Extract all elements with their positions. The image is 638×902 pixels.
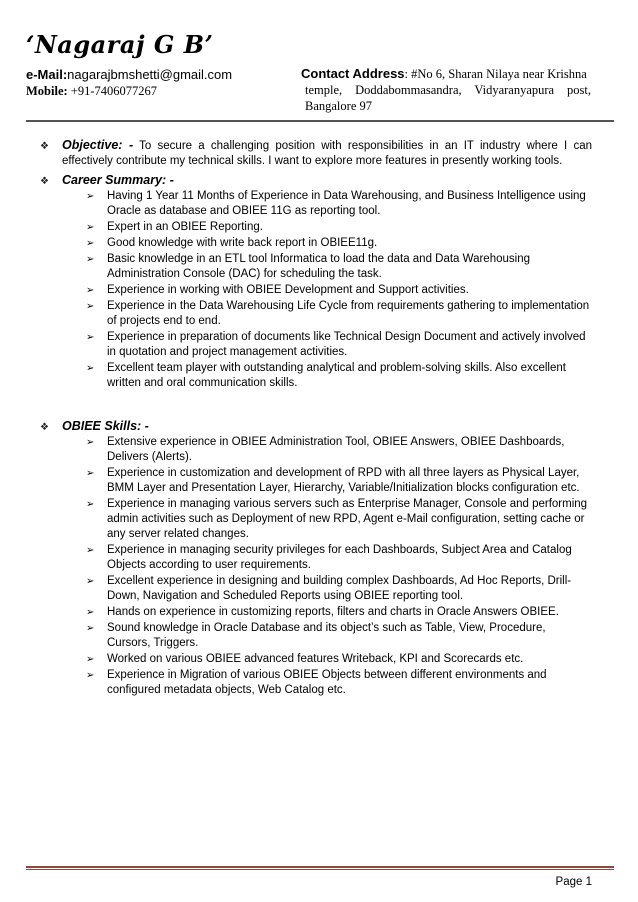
arrow-bullet-icon: ➢ [86, 468, 95, 479]
list-item: ➢ Sound knowledge in Oracle Database and its object’s such as Table, View, Procedure, Cursors, Triggers. [86, 622, 546, 649]
list-item: ➢ Experience in managing various servers such as Enterprise Manager, Console and performing admin activities such as Deployment of new RPD, Agent e-Mail configuration, setting cache or any server related changes. [86, 498, 588, 540]
objective-title: Objective: - [62, 138, 134, 152]
objective-paragraph [62, 138, 592, 169]
list-item: ➢ Hands on experience in customizing reports, filters and charts in Oracle Answers OBIEE. [86, 606, 559, 618]
diamond-bullet-icon: ❖ [40, 141, 49, 152]
email-line [26, 66, 232, 83]
address-line-1-text: : #No 6, Sharan Nilaya near Krishna [404, 67, 587, 81]
page-number: Page 1 [555, 876, 592, 888]
list-item: ➢ Extensive experience in OBIEE Administration Tool, OBIEE Answers, OBIEE Dashboards, Delivers (Alerts). [86, 436, 565, 463]
diamond-bullet-icon: ❖ [40, 176, 49, 187]
arrow-bullet-icon: ➢ [86, 363, 95, 374]
career-summary-list [62, 189, 592, 391]
list-item: ➢ Excellent experience in designing and building complex Dashboards, Ad Hoc Reports, Drill-Down, Navigation and Scheduled Reports using OBIEE reporting tool. [86, 575, 572, 602]
list-item: ➢ Having 1 Year 11 Months of Experience in Data Warehousing, and Business Intelligence using Oracle as database and OBIEE 11G as reporting tool. [86, 190, 586, 217]
list-item: ➢ Experience in managing security privileges for each Dashboards, Subject Area and Catalog Objects according to user requirements. [86, 544, 572, 571]
arrow-bullet-icon: ➢ [86, 285, 95, 296]
arrow-bullet-icon: ➢ [86, 254, 95, 265]
obiee-skills-section [40, 419, 592, 698]
arrow-bullet-icon: ➢ [86, 654, 95, 665]
arrow-bullet-icon: ➢ [86, 238, 95, 249]
list-item: ➢ Experience in customization and development of RPD with all three layers as Physical Layer, BMM Layer and Presentation Layer, Hierarchy, Variable/Initialization blocks configuration etc. [86, 467, 580, 494]
arrow-bullet-icon: ➢ [86, 670, 95, 681]
arrow-bullet-icon: ➢ [86, 191, 95, 202]
contact-address [301, 66, 591, 114]
arrow-bullet-icon: ➢ [86, 545, 95, 556]
obiee-skills-list [62, 435, 592, 698]
arrow-bullet-icon: ➢ [86, 576, 95, 587]
arrow-bullet-icon: ➢ [86, 437, 95, 448]
address-line-2: temple, Doddabommasandra, Vidyaranyapura post, [305, 83, 591, 97]
contact-left [26, 66, 232, 100]
list-item: ➢ Experience in the Data Warehousing Life Cycle from requirements gathering to implementation of projects end to end. [86, 300, 590, 327]
list-item: ➢ Experience in Migration of various OBIEE Objects between different environments and configured metadata objects, Web Catalog etc. [86, 669, 547, 696]
header-divider [26, 120, 614, 122]
arrow-bullet-icon: ➢ [86, 607, 95, 618]
list-item: ➢ Experience in working with OBIEE Development and Support activities. [86, 284, 469, 296]
list-item: ➢ Excellent team player with outstanding analytical and problem-solving skills. Also excellent written and oral communication skills. [86, 362, 566, 389]
footer-divider-thin [26, 869, 614, 870]
diamond-bullet-icon: ❖ [40, 422, 49, 433]
list-item: ➢ Good knowledge with write back report in OBIEE11g. [86, 237, 378, 249]
arrow-bullet-icon: ➢ [86, 332, 95, 343]
list-item: ➢ Expert in an OBIEE Reporting. [86, 221, 263, 233]
arrow-bullet-icon: ➢ [86, 623, 95, 634]
obiee-skills-title: OBIEE Skills: - [62, 419, 149, 433]
arrow-bullet-icon: ➢ [86, 499, 95, 510]
mobile-value: +91-7406077267 [67, 84, 158, 98]
address-label: Contact Address [301, 66, 405, 81]
career-summary-title: Career Summary: - [62, 173, 174, 187]
email-value: nagarajbmshetti@gmail.com [67, 67, 233, 82]
objective-text: To secure a challenging position with responsibilities in an IT industry where I can effectively contribute my technical skills. I want to explore more features in presently working tools. [62, 140, 593, 167]
mobile-line [26, 83, 232, 100]
career-summary-section [40, 173, 592, 391]
arrow-bullet-icon: ➢ [86, 301, 95, 312]
footer-divider [26, 866, 614, 868]
email-label: e-Mail: [26, 67, 68, 82]
list-item: ➢ Experience in preparation of documents like Technical Design Document and actively involved in quotation and project management activities. [86, 331, 586, 358]
arrow-bullet-icon: ➢ [86, 222, 95, 233]
address-line-1 [301, 66, 591, 82]
objective-section [40, 138, 592, 169]
address-line-3: Bangalore 97 [305, 99, 372, 113]
mobile-label: Mobile: [26, 84, 68, 98]
candidate-name: ‘Nagaraj G B’ [26, 30, 214, 59]
list-item: ➢ Basic knowledge in an ETL tool Informatica to load the data and Data Warehousing Administration Console (DAC) for scheduling the task. [86, 253, 530, 280]
list-item: ➢ Worked on various OBIEE advanced features Writeback, KPI and Scorecards etc. [86, 653, 524, 665]
resume-body [40, 138, 592, 699]
